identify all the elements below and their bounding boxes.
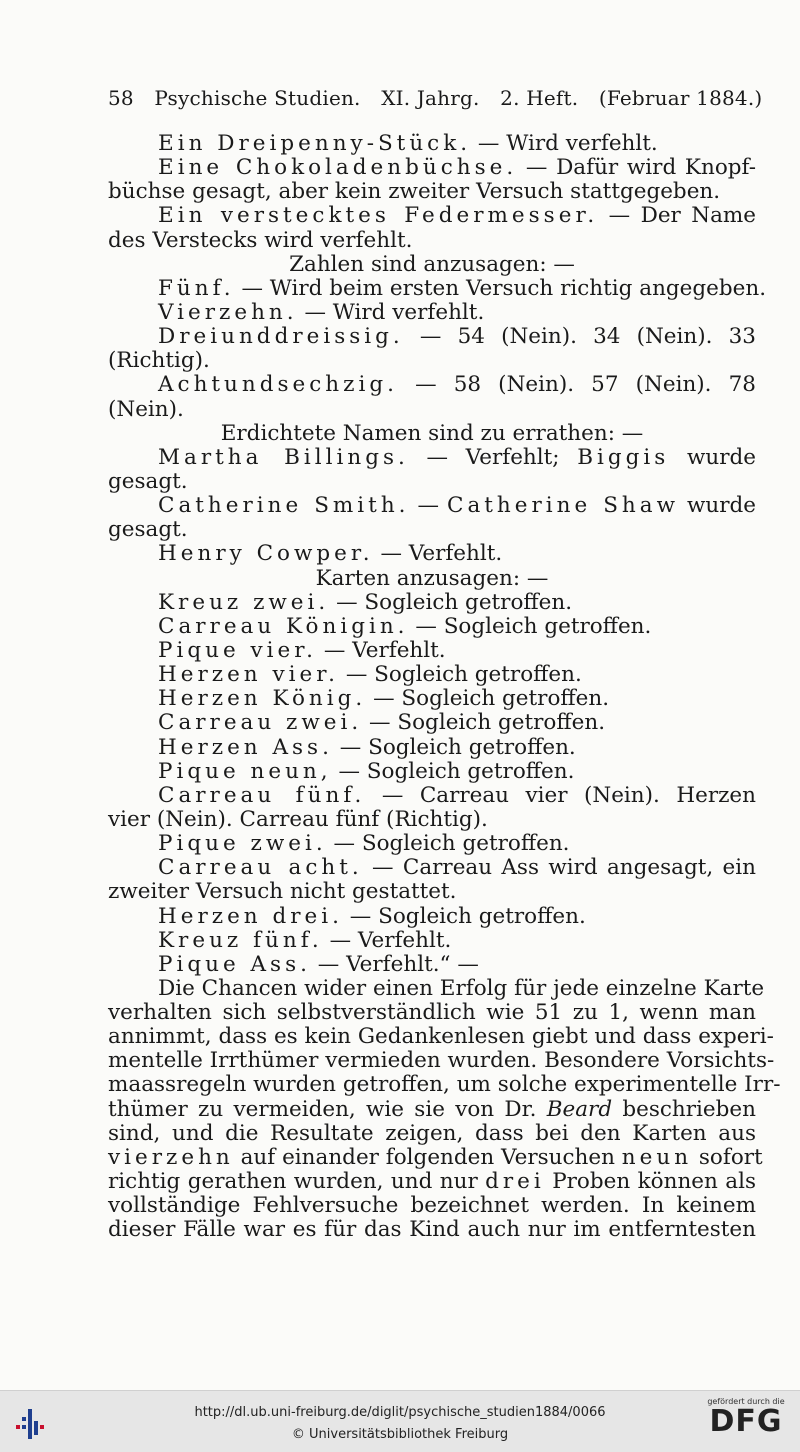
text-segment: vier (Nein). Carreau fünf (Richtig). [108,806,488,832]
text-line [108,204,756,228]
copyright-notice: © Universitätsbibliothek Freiburg [291,1427,509,1442]
text-segment: Carreau zwei. [158,710,363,736]
text-segment: richtig gerathen wurden, und nur [108,1169,486,1195]
text-line [108,1098,756,1122]
text-segment: Dreiunddreissig. [158,324,404,350]
text-segment: mentelle Irrthümer vermieden wurden. Besondere Vorsichts- [108,1048,775,1074]
text-segment: Vierzehn. [158,299,298,325]
text-segment: Fünf. [158,275,235,301]
text-segment: — [409,493,447,519]
text-line [108,275,767,301]
text-line [108,808,756,832]
text-segment: Die Chancen wider einen Erfolg für jede einzelne Karte [158,975,765,1001]
text-line [108,687,756,711]
text-segment: Herzen drei. [158,903,343,929]
text-segment: auf einander folgenden Versuchen [233,1144,622,1170]
page-number: 58 [108,86,134,110]
text-line [108,975,765,1001]
text-line [108,349,756,373]
issue: 2. Heft. [500,86,579,110]
text-segment: Pique neun, [158,758,332,784]
text-line [108,422,756,446]
text-segment: Ein Dreipenny-Stück. [158,131,472,156]
text-segment: annimmt, dass es kein Gedankenlesen giebt und dass experi- [108,1024,774,1050]
text-segment: — 54 (Nein). 34 (Nein). 33 [403,324,756,350]
text-line [108,373,756,397]
journal-title: Psychische Studien. [154,86,361,110]
text-segment: Carreau fünf. [158,782,366,808]
text-line [108,615,756,639]
text-line [108,518,756,542]
text-line [108,1001,756,1025]
text-segment: — Sogleich getroffen. [362,710,606,736]
text-segment: sofort [692,1144,763,1170]
text-line [108,1122,756,1146]
text-segment: zweiter Versuch nicht gestattet. [108,879,457,905]
text-segment: drei [485,1169,545,1195]
text-segment: — Verfehlt. [317,637,446,663]
text-segment: — Verfehlt. [373,541,503,567]
text-segment: neun [621,1144,693,1170]
text-segment: maassregeln wurden getroffen, um solche experimentelle Irr- [108,1072,781,1098]
text-segment: sind, und die Resultate zeigen, dass bei den Karten aus [108,1120,756,1146]
text-line [108,253,756,277]
text-segment: Herzen Ass. [158,734,333,760]
text-segment: Kreuz zwei. [158,589,330,615]
text-segment: vollständige Fehlversuche bezeichnet werden. In keinem [108,1193,756,1219]
text-segment: vierzehn [108,1144,234,1170]
text-line [108,325,756,349]
text-line [108,905,756,929]
text-line [108,1218,756,1242]
text-segment: Carreau Königin. [158,613,409,639]
text-line [108,711,756,735]
dfg-tagline: gefördert durch die [707,1397,785,1406]
text-segment: Beard [546,1096,613,1122]
text-segment: Ein verstecktes Federmesser. [158,203,599,229]
text-line [108,953,756,977]
text-segment: thümer zu vermeiden, wie sie von Dr. [108,1096,547,1122]
text-segment: Zahlen sind anzusagen: — [289,251,575,277]
text-segment: — Verfehlt. [322,927,452,953]
text-segment: Karten anzusagen: — [315,565,549,591]
dfg-logo [700,1397,792,1447]
body-text [108,131,781,1243]
text-segment: — Wird beim ersten Versuch richtig angegeben. [234,275,767,301]
text-segment: — Der Name [598,203,757,229]
text-segment: Proben können als [544,1169,756,1195]
text-segment: — Carreau Ass wird angesagt, ein [362,855,756,881]
text-segment: — Sogleich getroffen. [338,662,582,688]
text-line [108,156,756,180]
text-segment: dieser Fälle war es für das Kind auch nur im entferntesten [108,1217,756,1243]
text-segment: — 58 (Nein). 57 (Nein). 78 [397,372,756,398]
text-line [108,494,756,518]
text-line [108,180,756,204]
text-line [108,398,756,422]
text-segment: Herzen vier. [158,662,339,688]
text-segment: (Richtig). [108,348,210,374]
text-segment: Erdichtete Namen sind zu errathen: — [220,420,644,446]
text-segment: — Carreau vier (Nein). Herzen [365,782,756,808]
text-segment: beschrieben [612,1096,756,1122]
text-line [108,132,756,156]
text-line [108,446,756,470]
text-segment: Kreuz fünf. [158,927,323,953]
text-segment: — Sogleich getroffen. [408,613,652,639]
text-segment: Herzen König. [158,686,367,712]
text-segment: — Verfehlt; [408,444,578,470]
text-segment: — Sogleich getroffen. [331,758,575,784]
text-line [108,663,756,687]
text-line [108,470,756,494]
text-segment: Pique zwei. [158,831,327,857]
text-segment: — Sogleich getroffen. [342,903,586,929]
text-segment: — Wird verfehlt. [297,299,485,325]
text-line [108,1024,774,1050]
text-segment: gesagt. [108,468,188,494]
text-segment: (Nein). [108,396,184,422]
text-segment: — Sogleich getroffen. [332,734,576,760]
text-line [108,929,756,953]
text-segment: — Wird verfehlt. [471,131,658,156]
text-line [108,760,756,784]
text-segment: wurde [679,493,757,519]
text-line [108,567,756,591]
text-segment: Biggis [577,444,670,470]
text-line [108,639,756,663]
text-line [108,832,756,856]
text-segment: Martha Billings. [158,444,409,470]
text-segment: Achtundsechzig. [158,372,398,398]
text-line [108,301,756,325]
text-segment: Henry Cowper. [158,541,374,567]
running-header [108,86,763,110]
issue-date: (Februar 1884.) [598,86,763,110]
text-segment: — Sogleich getroffen. [366,686,610,712]
text-line [108,1048,775,1074]
volume: XI. Jahrg. [381,86,480,110]
text-segment: gesagt. [108,517,188,543]
text-line [108,736,756,760]
text-segment: wurde [669,444,756,470]
dfg-wordmark: DFG [709,1404,783,1439]
text-segment: Carreau acht. [158,855,363,881]
text-line [108,856,756,880]
text-segment: Pique Ass. [158,951,311,977]
text-line [108,542,756,566]
text-segment: verhalten sich selbstverständlich wie 51 zu 1, wenn man [108,1000,756,1026]
source-url[interactable]: http://dl.ub.uni-freiburg.de/diglit/psychische_studien1884/0066 [194,1405,606,1420]
text-line [108,1194,756,1218]
text-line [108,880,756,904]
text-line [108,591,756,615]
text-line [108,1170,756,1194]
text-segment: — Sogleich getroffen. [329,589,573,615]
text-segment: Pique vier. [158,637,318,663]
text-segment: — Sogleich getroffen. [326,831,570,857]
text-line [108,784,756,808]
text-segment: — Dafür wird Knopf- [517,155,756,181]
text-line [108,229,756,253]
text-segment: Eine Chokoladenbüchse. [158,155,518,181]
viewer-footer [0,1390,800,1452]
text-segment: — Verfehlt.“ — [310,951,479,977]
text-line [108,1072,781,1098]
text-segment: Catherine Shaw [447,493,679,519]
text-line [108,1144,763,1170]
text-segment: büchse gesagt, aber kein zweiter Versuch stattgegeben. [108,179,721,205]
text-segment: Catherine Smith. [158,493,410,519]
text-segment: des Verstecks wird verfehlt. [108,227,413,253]
